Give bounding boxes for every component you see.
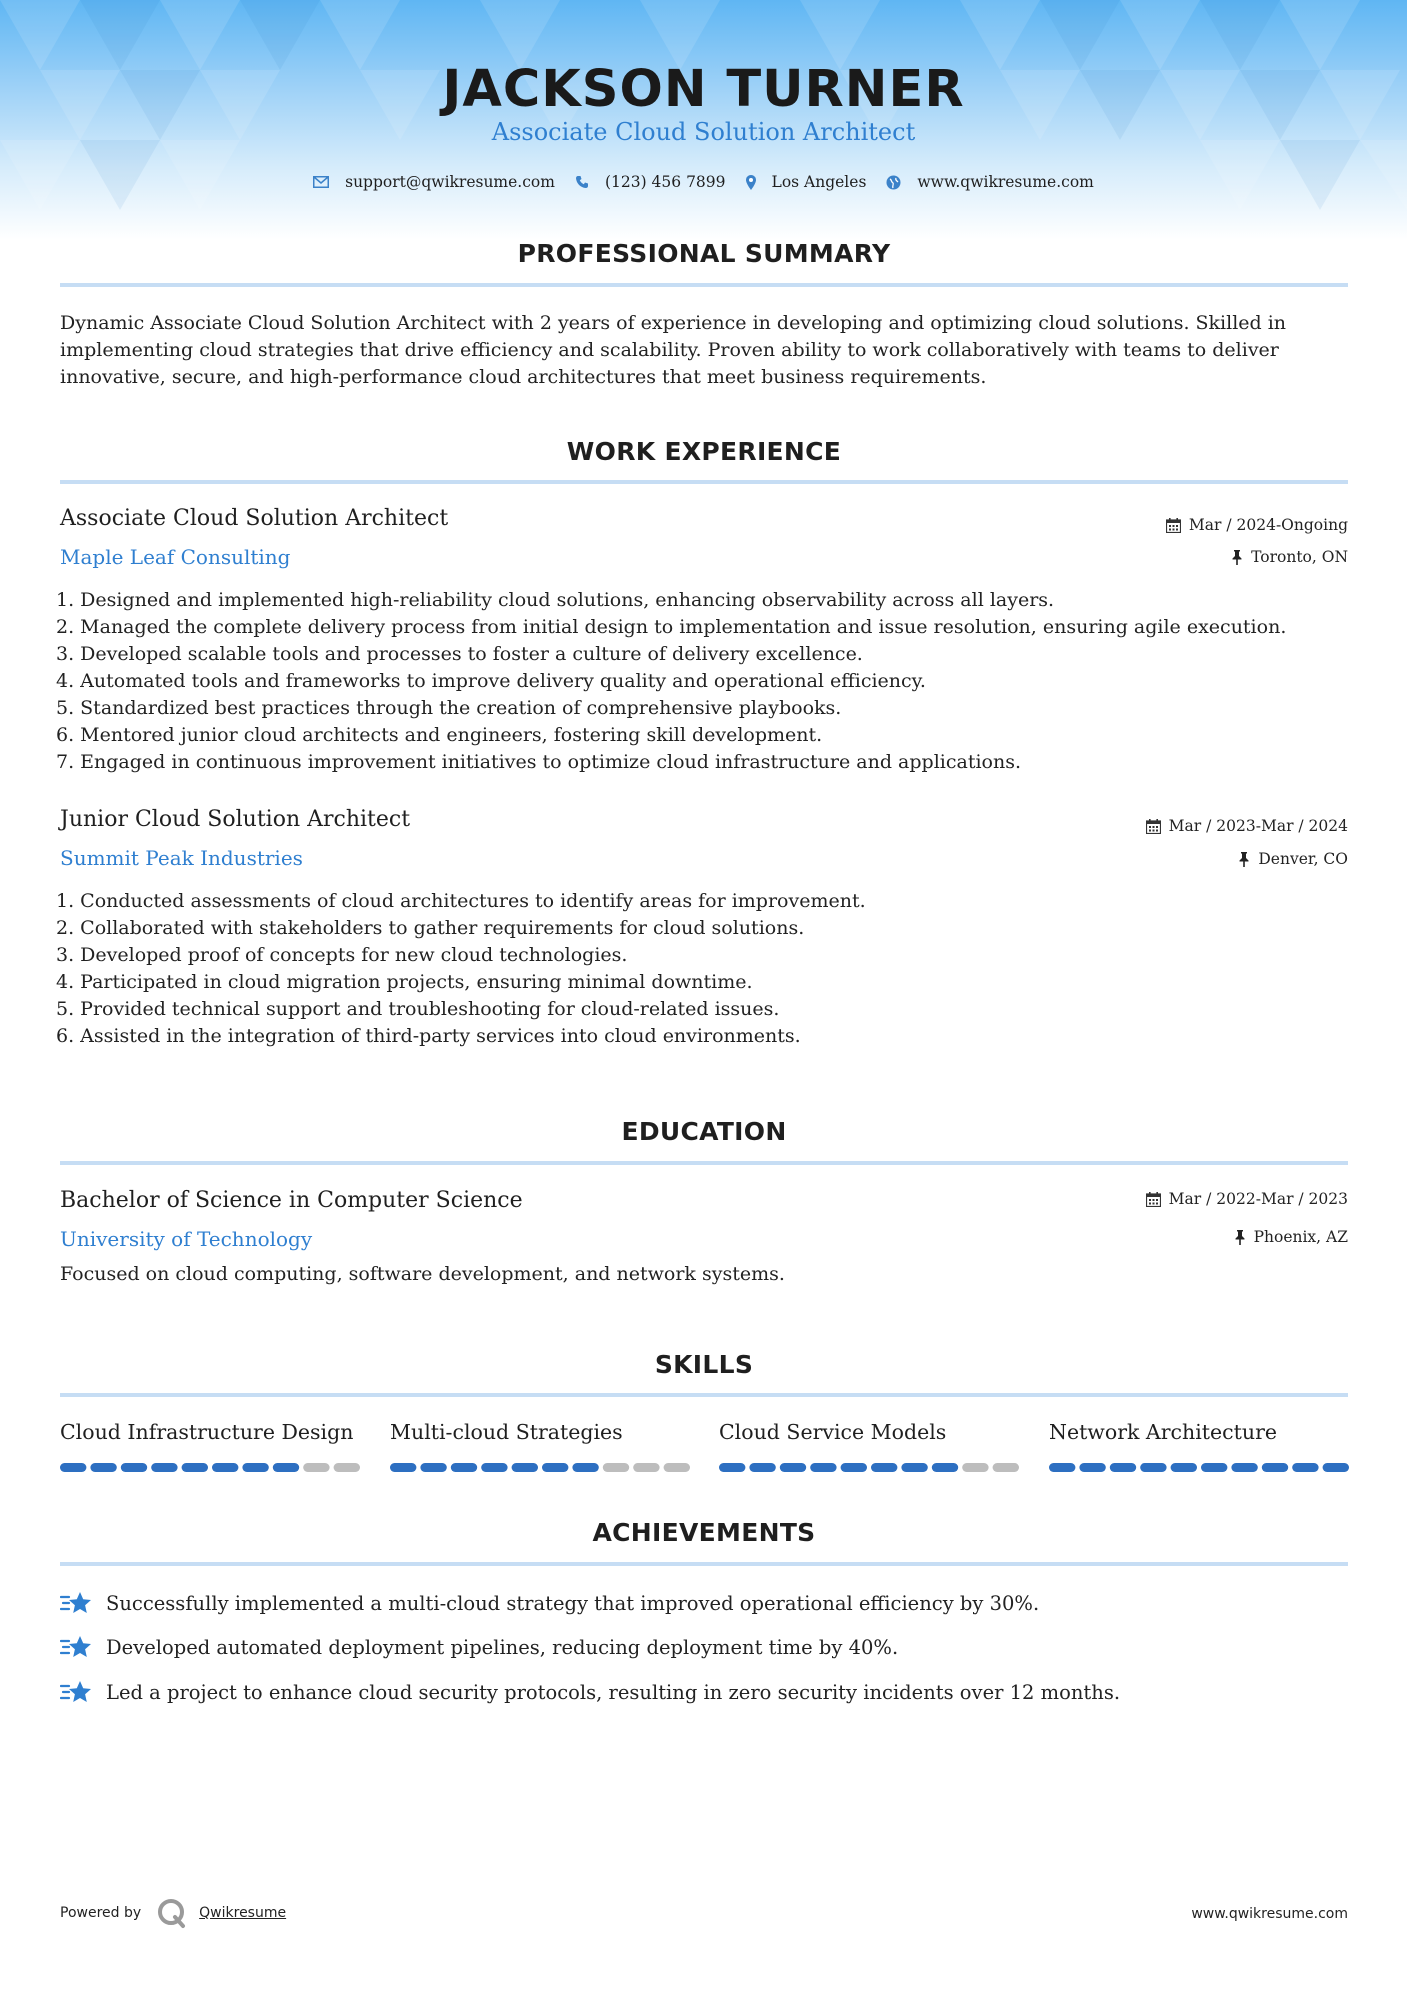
skill-segment-empty — [633, 1463, 659, 1472]
skills-heading: SKILLS — [654, 1350, 754, 1379]
pushpin-icon — [1234, 1230, 1246, 1245]
section-divider — [60, 283, 1348, 287]
section-divider — [60, 1161, 1348, 1165]
contact-location — [746, 173, 867, 191]
education-dates — [1146, 1190, 1348, 1208]
degree-title: Bachelor of Science in Computer Science — [60, 1188, 523, 1213]
skill-segment-filled — [60, 1463, 86, 1472]
list-item: 5. Standardized best practices through the creation of comprehensive playbooks. — [56, 697, 842, 719]
job-dates — [1146, 817, 1348, 835]
pushpin-icon — [1238, 852, 1250, 867]
skill-segment-filled — [901, 1463, 927, 1472]
skill-segment-filled — [273, 1463, 299, 1472]
education-description: Focused on cloud computing, software development, and network systems. — [60, 1263, 785, 1285]
education-location — [1234, 1228, 1348, 1246]
achievement-item — [60, 1679, 1120, 1705]
list-item: 7. Engaged in continuous improvement initiatives to optimize cloud infrastructure and applications. — [56, 751, 1022, 773]
skill-segment-filled — [841, 1463, 867, 1472]
job-bullet-list — [56, 587, 1356, 776]
contact-email[interactable] — [313, 173, 555, 191]
skill-segment-empty — [303, 1463, 329, 1472]
skill-segment-filled — [1140, 1463, 1166, 1472]
skill-segment-filled — [810, 1463, 836, 1472]
company-name: Summit Peak Industries — [60, 846, 303, 870]
skill-item — [60, 1420, 360, 1444]
skill-segment-empty — [993, 1463, 1019, 1472]
skill-segment-filled — [242, 1463, 268, 1472]
phone-text: (123) 456 7899 — [604, 173, 726, 191]
skill-segment-filled — [749, 1463, 775, 1472]
powered-by-label: Powered by — [60, 1905, 142, 1921]
skill-segment-filled — [780, 1463, 806, 1472]
skill-item — [390, 1420, 690, 1444]
list-item: 3. Developed proof of concepts for new cloud technologies. — [56, 944, 628, 966]
skill-segment-filled — [451, 1463, 477, 1472]
achievement-text: Developed automated deployment pipelines, reducing deployment time by 40%. — [106, 1635, 899, 1659]
skill-segment-filled — [1323, 1463, 1349, 1472]
location-text: Denver, CO — [1258, 850, 1348, 868]
email-text: support@qwikresume.com — [345, 173, 555, 191]
qwikresume-link[interactable]: Qwikresume — [199, 1905, 287, 1921]
job-location — [1231, 548, 1348, 566]
calendar-icon — [1146, 1192, 1161, 1207]
skill-name: Multi-cloud Strategies — [390, 1420, 623, 1444]
skill-level-bar — [719, 1463, 1019, 1472]
footer-website[interactable]: www.qwikresume.com — [1191, 1906, 1348, 1922]
website-text: www.qwikresume.com — [917, 173, 1094, 191]
footer-powered-by — [60, 1896, 286, 1930]
summary-heading: PROFESSIONAL SUMMARY — [517, 239, 891, 268]
dates-text: Mar / 2022-Mar / 2023 — [1168, 1190, 1348, 1208]
skill-segment-empty — [334, 1463, 360, 1472]
achievements-heading: ACHIEVEMENTS — [592, 1518, 816, 1547]
list-item: 2. Managed the complete delivery process from initial design to implementation and issue resolution, ensuring agile execution. — [56, 616, 1287, 638]
map-pin-icon — [746, 175, 756, 190]
skill-segment-filled — [542, 1463, 568, 1472]
list-item: 3. Developed scalable tools and processes to foster a culture of delivery excellence. — [56, 643, 863, 665]
skill-segment-filled — [90, 1463, 116, 1472]
calendar-icon — [1146, 819, 1161, 834]
list-item: 1. Conducted assessments of cloud architectures to identify areas for improvement. — [56, 890, 866, 912]
achievement-text: Successfully implemented a multi-cloud strategy that improved operational efficiency by 30%. — [106, 1591, 1040, 1615]
list-item: 4. Automated tools and frameworks to improve delivery quality and operational efficiency. — [56, 670, 926, 692]
list-item: 5. Provided technical support and troubleshooting for cloud-related issues. — [56, 998, 780, 1020]
list-item: 2. Collaborated with stakeholders to gather requirements for cloud solutions. — [56, 917, 805, 939]
skill-segment-filled — [1201, 1463, 1227, 1472]
envelope-icon — [313, 176, 329, 188]
contact-bar — [0, 173, 1407, 191]
skill-segment-filled — [1110, 1463, 1136, 1472]
section-divider — [60, 1393, 1348, 1397]
location-text: Los Angeles — [771, 173, 867, 191]
contact-phone[interactable] — [575, 173, 726, 191]
skill-segment-empty — [962, 1463, 988, 1472]
skill-segment-filled — [1049, 1463, 1075, 1472]
skill-item — [719, 1420, 1019, 1444]
location-text: Toronto, ON — [1251, 548, 1348, 566]
school-name: University of Technology — [60, 1227, 313, 1251]
skill-name: Cloud Service Models — [719, 1420, 947, 1444]
candidate-name: JACKSON TURNER — [442, 60, 965, 119]
star-badge-icon — [60, 1590, 92, 1616]
experience-heading: WORK EXPERIENCE — [566, 437, 842, 466]
skill-segment-empty — [603, 1463, 629, 1472]
skill-name: Cloud Infrastructure Design — [60, 1420, 354, 1444]
section-divider — [60, 1562, 1348, 1566]
dates-text: Mar / 2024-Ongoing — [1188, 516, 1348, 534]
skill-segment-filled — [182, 1463, 208, 1472]
achievement-item — [60, 1590, 1039, 1616]
job-title: Associate Cloud Solution Architect — [60, 506, 449, 531]
skill-segment-filled — [1079, 1463, 1105, 1472]
company-name: Maple Leaf Consulting — [60, 545, 291, 569]
job-title: Junior Cloud Solution Architect — [60, 807, 411, 832]
skill-segment-filled — [512, 1463, 538, 1472]
skill-segment-filled — [481, 1463, 507, 1472]
list-item: 6. Mentored junior cloud architects and engineers, fostering skill development. — [56, 724, 823, 746]
list-item: 4. Participated in cloud migration projects, ensuring minimal downtime. — [56, 971, 753, 993]
dates-text: Mar / 2023-Mar / 2024 — [1168, 817, 1348, 835]
qwikresume-logo-icon — [155, 1896, 189, 1930]
skill-segment-filled — [572, 1463, 598, 1472]
pushpin-icon — [1231, 550, 1243, 565]
skill-item — [1049, 1420, 1349, 1444]
section-divider — [60, 480, 1348, 484]
skill-segment-filled — [1292, 1463, 1318, 1472]
list-item: 1. Designed and implemented high-reliability cloud solutions, enhancing observability across all layers. — [56, 589, 1055, 611]
job-dates — [1166, 516, 1348, 534]
skill-name: Network Architecture — [1049, 1420, 1278, 1444]
list-item: 6. Assisted in the integration of third-party services into cloud environments. — [56, 1025, 801, 1047]
skill-level-bar — [60, 1463, 360, 1472]
job-location — [1238, 850, 1348, 868]
skill-segment-filled — [1171, 1463, 1197, 1472]
skill-segment-filled — [719, 1463, 745, 1472]
candidate-title: Associate Cloud Solution Architect — [491, 118, 916, 146]
achievement-text: Led a project to enhance cloud security protocols, resulting in zero security incidents over 12 months. — [106, 1680, 1121, 1704]
skill-segment-filled — [1231, 1463, 1257, 1472]
contact-website[interactable] — [886, 173, 1093, 191]
skill-segment-filled — [420, 1463, 446, 1472]
globe-icon — [886, 175, 901, 190]
summary-text: Dynamic Associate Cloud Solution Architect with 2 years of experience in developing and optimizing cloud solutions. Skilled in implementing cloud strategies that drive efficiency and scalability. Proven ability to work collaboratively with teams to deliver innovative, secure, and high-performance cloud architectures that meet business requirements. — [60, 312, 1287, 388]
location-text: Phoenix, AZ — [1253, 1228, 1348, 1246]
star-badge-icon — [60, 1679, 92, 1705]
skill-segment-filled — [1262, 1463, 1288, 1472]
skill-segment-filled — [871, 1463, 897, 1472]
achievement-item — [60, 1634, 898, 1660]
skill-level-bar — [1049, 1463, 1349, 1472]
calendar-icon — [1166, 518, 1181, 533]
skill-segment-filled — [121, 1463, 147, 1472]
skill-segment-filled — [151, 1463, 177, 1472]
skill-segment-filled — [390, 1463, 416, 1472]
skill-segment-filled — [932, 1463, 958, 1472]
skill-segment-filled — [212, 1463, 238, 1472]
phone-icon — [575, 175, 589, 189]
skill-level-bar — [390, 1463, 690, 1472]
star-badge-icon — [60, 1634, 92, 1660]
education-heading: EDUCATION — [621, 1117, 787, 1146]
job-bullet-list — [56, 888, 1356, 1050]
skill-segment-empty — [664, 1463, 690, 1472]
